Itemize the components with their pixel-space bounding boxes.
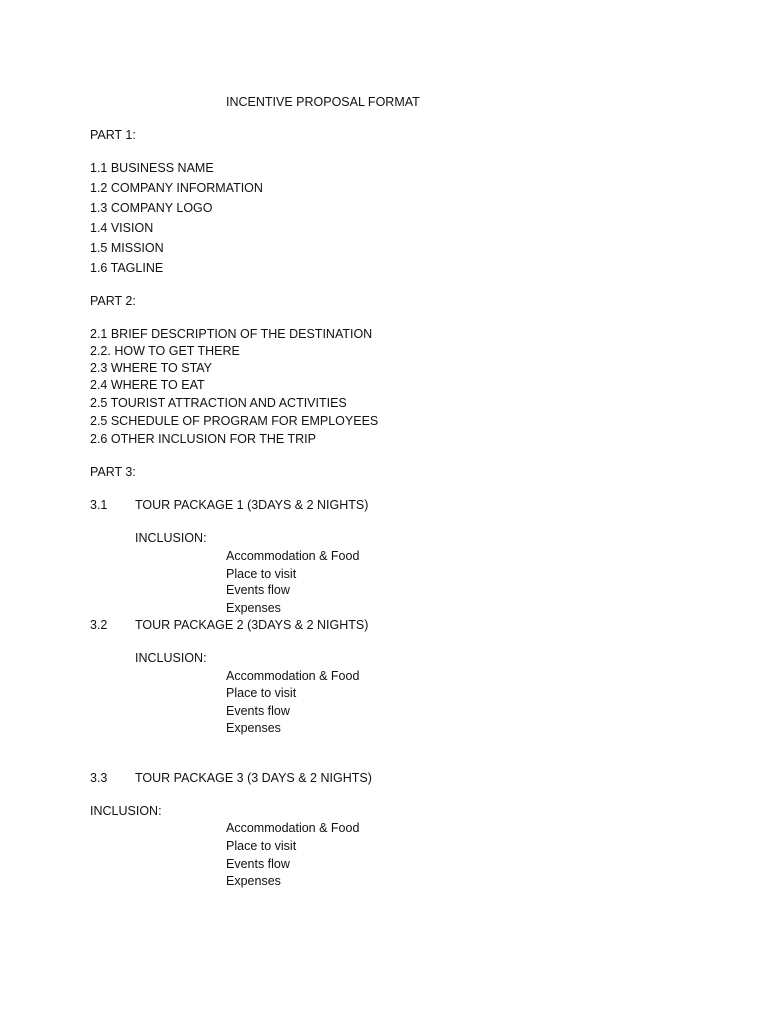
part1-item: 1.1 BUSINESS NAME bbox=[90, 161, 214, 175]
part1-item: 1.3 COMPANY LOGO bbox=[90, 201, 213, 215]
inclusion-label: INCLUSION: bbox=[135, 651, 207, 665]
part2-item: 2.3 WHERE TO STAY bbox=[90, 361, 213, 375]
package-number: 3.2 bbox=[90, 618, 108, 632]
part2-item: 2.5 SCHEDULE OF PROGRAM FOR EMPLOYEES bbox=[90, 414, 379, 428]
part2-item: 2.4 WHERE TO EAT bbox=[90, 378, 205, 392]
part1-item: 1.4 VISION bbox=[90, 221, 154, 235]
inclusion-item: Expenses bbox=[226, 601, 281, 615]
document-title: INCENTIVE PROPOSAL FORMAT bbox=[226, 95, 420, 109]
part3-heading: PART 3: bbox=[90, 465, 136, 479]
inclusion-item: Events flow bbox=[226, 857, 290, 871]
inclusion-item: Place to visit bbox=[226, 686, 297, 700]
inclusion-item: Events flow bbox=[226, 704, 290, 718]
inclusion-item: Events flow bbox=[226, 583, 290, 597]
part2-item: 2.5 TOURIST ATTRACTION AND ACTIVITIES bbox=[90, 396, 347, 410]
part2-item: 2.6 OTHER INCLUSION FOR THE TRIP bbox=[90, 432, 316, 446]
package-title: TOUR PACKAGE 3 (3 DAYS & 2 NIGHTS) bbox=[135, 771, 372, 785]
part2-item: 2.2. HOW TO GET THERE bbox=[90, 344, 240, 358]
inclusion-item: Expenses bbox=[226, 874, 281, 888]
part1-item: 1.5 MISSION bbox=[90, 241, 164, 255]
inclusion-item: Accommodation & Food bbox=[226, 669, 360, 683]
inclusion-item: Accommodation & Food bbox=[226, 821, 360, 835]
inclusion-item: Place to visit bbox=[226, 567, 297, 581]
part2-heading: PART 2: bbox=[90, 294, 136, 308]
inclusion-label: INCLUSION: bbox=[90, 804, 162, 818]
inclusion-label: INCLUSION: bbox=[135, 531, 207, 545]
package-title: TOUR PACKAGE 1 (3DAYS & 2 NIGHTS) bbox=[135, 498, 369, 512]
part2-item: 2.1 BRIEF DESCRIPTION OF THE DESTINATION bbox=[90, 327, 373, 341]
inclusion-item: Accommodation & Food bbox=[226, 549, 360, 563]
inclusion-item: Expenses bbox=[226, 721, 281, 735]
package-title: TOUR PACKAGE 2 (3DAYS & 2 NIGHTS) bbox=[135, 618, 369, 632]
part1-item: 1.2 COMPANY INFORMATION bbox=[90, 181, 263, 195]
part1-heading: PART 1: bbox=[90, 128, 136, 142]
part1-item: 1.6 TAGLINE bbox=[90, 261, 164, 275]
package-number: 3.1 bbox=[90, 498, 108, 512]
package-number: 3.3 bbox=[90, 771, 108, 785]
inclusion-item: Place to visit bbox=[226, 839, 297, 853]
